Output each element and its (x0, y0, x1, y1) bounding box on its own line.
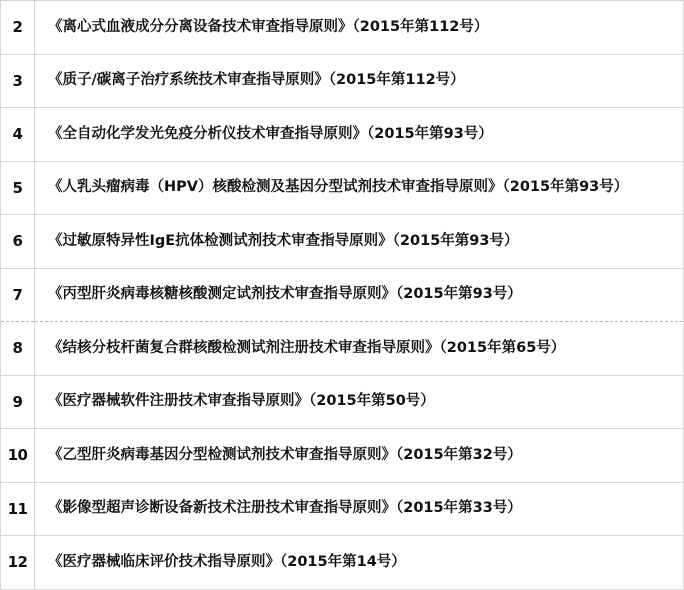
row-title: 《过敏原特异性IgE抗体检测试剂技术审查指导原则》（2015年第93号） (35, 215, 684, 269)
table-row (1, 429, 684, 483)
table-row (1, 54, 684, 108)
row-title: 《乙型肝炎病毒基因分型检测试剂技术审查指导原则》（2015年第32号） (35, 429, 684, 483)
table-row (1, 108, 684, 162)
table-row (1, 215, 684, 269)
table-body (1, 1, 684, 590)
row-number: 4 (1, 108, 35, 162)
row-number: 12 (1, 536, 35, 590)
row-number: 8 (1, 322, 35, 376)
table-row (1, 536, 684, 590)
row-number: 9 (1, 375, 35, 429)
table-row (1, 268, 684, 322)
table-row (1, 322, 684, 376)
table-row (1, 482, 684, 536)
row-title: 《结核分枝杆菌复合群核酸检测试剂注册技术审查指导原则》（2015年第65号） (35, 322, 684, 376)
row-title: 《全自动化学发光免疫分析仪技术审查指导原则》（2015年第93号） (35, 108, 684, 162)
row-title: 《医疗器械临床评价技术指导原则》（2015年第14号） (35, 536, 684, 590)
table-row (1, 161, 684, 215)
row-title: 《质子/碳离子治疗系统技术审查指导原则》（2015年第112号） (35, 54, 684, 108)
row-number: 6 (1, 215, 35, 269)
row-number: 5 (1, 161, 35, 215)
row-number: 3 (1, 54, 35, 108)
row-number: 10 (1, 429, 35, 483)
row-title: 《丙型肝炎病毒核糖核酸测定试剂技术审查指导原则》（2015年第93号） (35, 268, 684, 322)
row-title: 《影像型超声诊断设备新技术注册技术审查指导原则》（2015年第33号） (35, 482, 684, 536)
table-row (1, 375, 684, 429)
table-row (1, 1, 684, 55)
row-number: 11 (1, 482, 35, 536)
row-number: 7 (1, 268, 35, 322)
row-title: 《医疗器械软件注册技术审查指导原则》（2015年第50号） (35, 375, 684, 429)
row-title: 《人乳头瘤病毒（HPV）核酸检测及基因分型试剂技术审查指导原则》（2015年第93号） (35, 161, 684, 215)
row-title: 《离心式血液成分分离设备技术审查指导原则》（2015年第112号） (35, 1, 684, 55)
row-number: 2 (1, 1, 35, 55)
